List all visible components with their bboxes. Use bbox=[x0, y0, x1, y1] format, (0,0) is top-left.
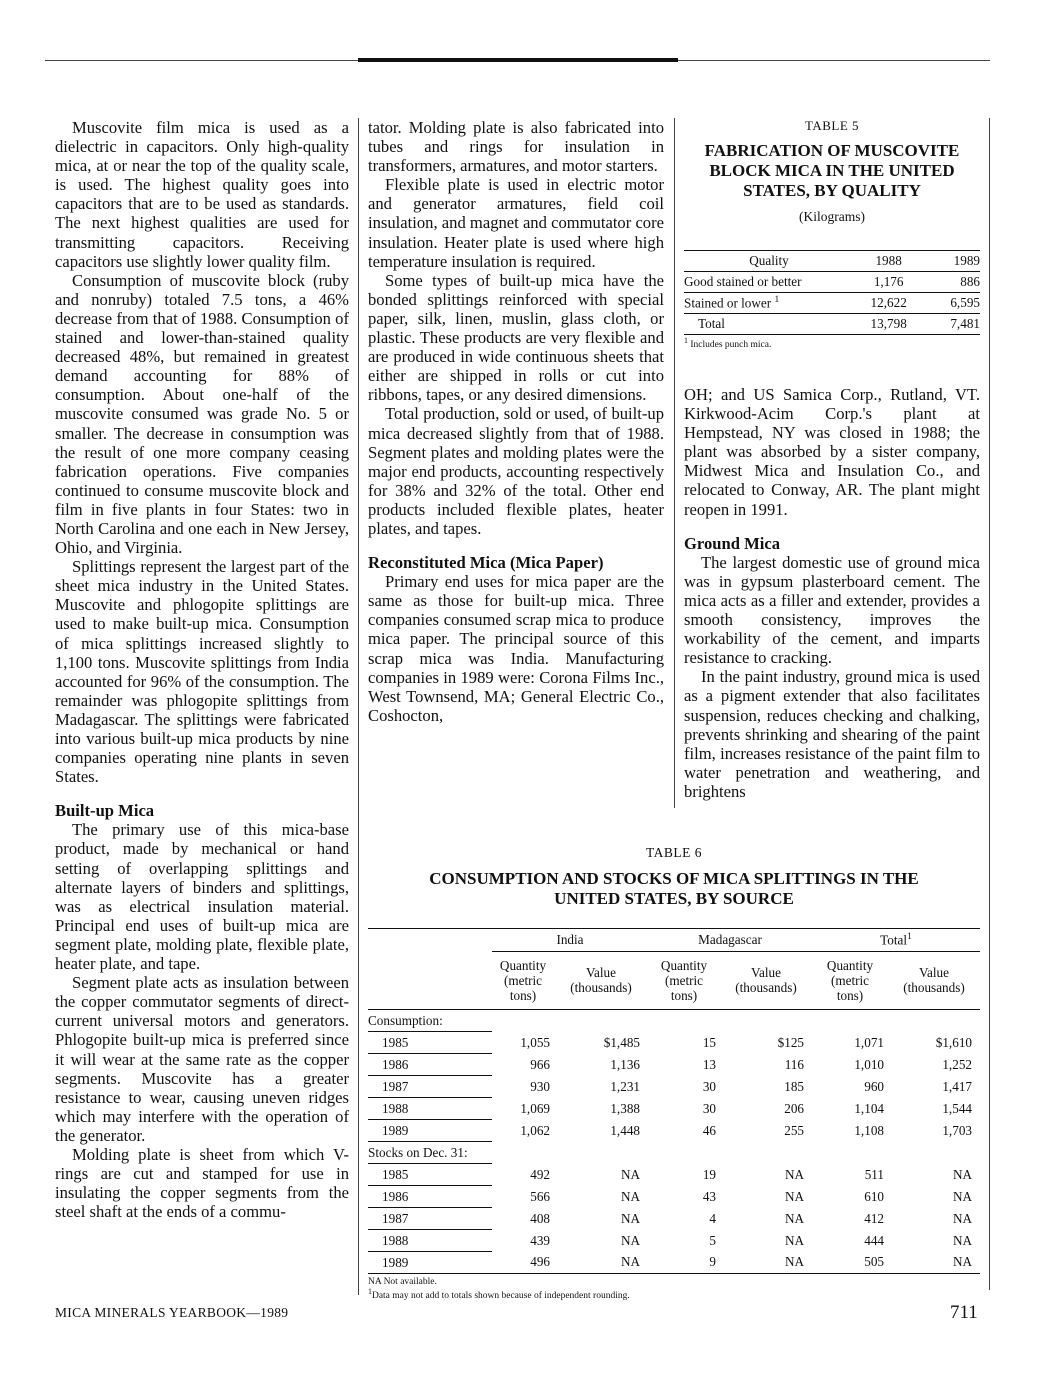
cell-tq: 610 bbox=[864, 1188, 884, 1204]
cell-tv: 1,252 bbox=[942, 1056, 972, 1072]
paragraph: tator. Molding plate is also fabricated into tubes and rings for insulation in transformers, armatures, and motor starters. bbox=[368, 118, 664, 176]
table-row bbox=[368, 1054, 980, 1076]
table-row bbox=[368, 1164, 980, 1186]
cell-mv: NA bbox=[784, 1232, 804, 1248]
footnote-mark: 1 bbox=[907, 931, 912, 942]
cell-quality: Good stained or better bbox=[684, 274, 802, 289]
cell-mq: 30 bbox=[702, 1078, 716, 1094]
table-footnote-row bbox=[684, 335, 980, 352]
cell-quality: Total bbox=[698, 316, 725, 331]
column-header-value bbox=[554, 951, 648, 1010]
cell-year: 1989 bbox=[368, 1252, 492, 1274]
column-header: 1989 bbox=[953, 253, 980, 268]
cell-tq: 505 bbox=[864, 1254, 884, 1270]
table-row bbox=[368, 1076, 980, 1098]
group-header-india: India bbox=[492, 929, 648, 952]
cell-mv: NA bbox=[784, 1254, 804, 1270]
cell-iq: 1,062 bbox=[520, 1122, 550, 1138]
table-5-header bbox=[684, 118, 980, 225]
cell-mq: 19 bbox=[702, 1166, 716, 1182]
cell-year: 1988 bbox=[368, 1230, 492, 1252]
cell-tq: 1,071 bbox=[854, 1034, 884, 1050]
cell-iq: 408 bbox=[530, 1210, 550, 1226]
table-5 bbox=[684, 250, 980, 351]
column-divider-left bbox=[358, 118, 359, 1295]
cell-iq: 966 bbox=[530, 1056, 550, 1072]
cell-iv: $1,485 bbox=[603, 1034, 640, 1050]
column-divider-right bbox=[674, 118, 675, 808]
header-line: tons) bbox=[509, 987, 537, 1003]
table-row bbox=[368, 1098, 980, 1120]
cell-iv: NA bbox=[620, 1232, 640, 1248]
cell-iq: 566 bbox=[530, 1188, 550, 1204]
table-5-label: TABLE 5 bbox=[804, 118, 860, 133]
column-header-quantity bbox=[492, 951, 554, 1010]
cell-mq: 46 bbox=[702, 1122, 716, 1138]
cell-tv: NA bbox=[952, 1232, 972, 1248]
paragraph: Muscovite film mica is used as a dielectric in capacitors. Only high-quality mica, at or near the top of the quality scale, is used. The highest quality goes into capacitors that are to be used as standards. The next highest qualities are used for transmitting capacitors. Receiving capacitors use slightly lower quality film. bbox=[55, 118, 349, 271]
header-line: (thousands) bbox=[570, 980, 632, 996]
table-6-label: TABLE 6 bbox=[645, 845, 703, 860]
table-6-body bbox=[368, 1010, 980, 1274]
table-row bbox=[684, 272, 980, 293]
section-label: Stocks on Dec. 31: bbox=[368, 1142, 492, 1164]
column-header: Quality bbox=[749, 253, 789, 268]
cell-year: 1986 bbox=[368, 1054, 492, 1076]
table-6-footnote bbox=[368, 1287, 980, 1301]
cell-iv: 1,388 bbox=[610, 1100, 640, 1116]
cell-iq: 1,069 bbox=[520, 1100, 550, 1116]
cell-tq: 1,108 bbox=[854, 1122, 884, 1138]
paragraph: In the paint industry, ground mica is used as a pigment extender that also facilitates suspension, reduces checking and chalking, prevents shrinking and shearing of the paint film, increases resistance of the paint film to water penetration and weathering, and brightens bbox=[684, 667, 980, 801]
section-heading-ground-mica: Ground Mica bbox=[684, 533, 781, 553]
header-line: Quantity bbox=[660, 957, 708, 973]
table-row bbox=[368, 1230, 980, 1252]
total-text: Total bbox=[880, 931, 908, 947]
cell-year: 1985 bbox=[368, 1032, 492, 1054]
header-line: Quantity bbox=[499, 957, 547, 973]
table-footnote-row bbox=[368, 1287, 980, 1301]
table-row bbox=[684, 293, 980, 314]
cell-tv: $1,610 bbox=[935, 1034, 972, 1050]
cell-year: 1985 bbox=[368, 1164, 492, 1186]
column-header-quantity bbox=[648, 951, 720, 1010]
cell-iv: NA bbox=[620, 1188, 640, 1204]
footnote-mark: 1 bbox=[368, 1287, 372, 1296]
table-footnote-row bbox=[368, 1274, 980, 1288]
cell-mv: 116 bbox=[784, 1056, 804, 1072]
cell-mv: 206 bbox=[784, 1100, 804, 1116]
cell-mq: 43 bbox=[702, 1188, 716, 1204]
cell-tv: 1,544 bbox=[942, 1100, 972, 1116]
header-line: Value bbox=[585, 965, 617, 981]
paragraph: The primary use of this mica-base product, made by mechanical or hand setting of overlapping splittings and alternate layers of binders and splittings, was as electrical insulation material. Principal end uses of built-up mica are segment plate, molding plate, flexible plate, heater plate, and tape. bbox=[55, 820, 349, 974]
header-line: (thousands) bbox=[903, 980, 965, 996]
header-line: (metric bbox=[664, 972, 704, 988]
table-5-unit: (Kilograms) bbox=[799, 209, 865, 224]
section-label: Consumption: bbox=[368, 1010, 492, 1032]
cell-iv: 1,136 bbox=[610, 1056, 640, 1072]
table-row bbox=[368, 1032, 980, 1054]
text-column-3 bbox=[684, 385, 980, 801]
footnote-text: Includes punch mica. bbox=[690, 340, 772, 351]
table-column-header-row bbox=[368, 951, 980, 1010]
quality-text: Stained or lower bbox=[684, 295, 772, 311]
cell-year: 1987 bbox=[368, 1076, 492, 1098]
cell-tq: 1,010 bbox=[854, 1056, 884, 1072]
cell-iv: NA bbox=[620, 1210, 640, 1226]
cell-tq: 960 bbox=[864, 1078, 884, 1094]
cell-iq: 439 bbox=[530, 1232, 550, 1248]
header-line: tons) bbox=[836, 987, 864, 1003]
section-heading-built-up-mica: Built-up Mica bbox=[55, 801, 155, 821]
table-6-title: CONSUMPTION AND STOCKS OF MICA SPLITTINGS IN THE UNITED STATES, BY SOURCE bbox=[429, 869, 919, 908]
table-5-title: FABRICATION OF MUSCOVITE BLOCK MICA IN THE UNITED STATES, BY QUALITY bbox=[704, 141, 960, 200]
paragraph: Primary end uses for mica paper are the same as those for built-up mica. Three companies consumed scrap mica to produce mica paper. The principal source of this scrap mica was India. Manufacturing companies in 1989 were: Corona Films Inc., West Townsend, MA; General Electric Co., Coshocton, bbox=[368, 572, 664, 725]
cell-iq: 492 bbox=[530, 1166, 550, 1182]
cell-mq: 5 bbox=[709, 1232, 716, 1248]
cell-tq: 1,104 bbox=[854, 1100, 884, 1116]
footnote-mark: 1 bbox=[684, 335, 688, 345]
page-edge-rule bbox=[989, 118, 990, 1290]
cell-mq: 4 bbox=[709, 1210, 716, 1226]
text-column-1 bbox=[55, 118, 349, 1221]
cell-1988: 1,176 bbox=[873, 274, 904, 289]
table-row bbox=[368, 1252, 980, 1274]
page-number: 711 bbox=[950, 1302, 978, 1323]
header-line: (metric bbox=[503, 972, 543, 988]
text-column-2 bbox=[368, 118, 664, 725]
cell-year: 1986 bbox=[368, 1186, 492, 1208]
cell-iv: 1,448 bbox=[610, 1122, 640, 1138]
header-line: (thousands) bbox=[735, 980, 797, 996]
section-label-row bbox=[368, 1142, 980, 1164]
table-header-row bbox=[684, 251, 980, 272]
cell-iq: 1,055 bbox=[520, 1034, 550, 1050]
header-line: (metric bbox=[830, 972, 870, 988]
cell-1989: 6,595 bbox=[950, 295, 980, 310]
table-row bbox=[368, 1120, 980, 1142]
header-line: tons) bbox=[670, 987, 698, 1003]
column-header-quantity bbox=[812, 951, 888, 1010]
cell-iv: NA bbox=[620, 1254, 640, 1270]
paragraph: Total production, sold or used, of built-up mica decreased slightly from that of 1988. Segment plates and molding plates were the major end products, accounting respectively for 38% and 32% of the total. Other end products included flexible plates, heater plates, and tapes. bbox=[368, 404, 664, 538]
cell-mq: 13 bbox=[702, 1056, 716, 1072]
header-line: Value bbox=[750, 965, 782, 981]
cell-mq: 15 bbox=[702, 1034, 716, 1050]
running-footer: MICA MINERALS YEARBOOK—1989 bbox=[55, 1305, 289, 1320]
cell-mv: $125 bbox=[777, 1034, 804, 1050]
cell-mv: NA bbox=[784, 1188, 804, 1204]
group-header-madagascar: Madagascar bbox=[648, 929, 812, 952]
table-5-footnote bbox=[684, 335, 980, 352]
cell-tq: 444 bbox=[864, 1232, 884, 1248]
cell-iv: NA bbox=[620, 1166, 640, 1182]
table-row bbox=[368, 1208, 980, 1230]
footnote-text: Data may not add to totals shown because of independent rounding. bbox=[371, 1291, 630, 1302]
cell-mq: 30 bbox=[702, 1100, 716, 1116]
paragraph: Flexible plate is used in electric motor and generator armatures, field coil insulation, and magnet and commutator core insulation. Heater plate is used where high temperature insulation is required. bbox=[368, 175, 664, 271]
cell-year: 1988 bbox=[368, 1098, 492, 1120]
cell-iv: 1,231 bbox=[610, 1078, 640, 1094]
cell-1989: 886 bbox=[960, 274, 980, 289]
paragraph: Segment plate acts as insulation between the copper commutator segments of direct-current universal motors and generators. Phlogopite built-up mica is preferred since it will wear at the same rate as the copper segments. Muscovite has a greater resistance to wear, causing uneven ridges which may interfere with the operation of the generator. bbox=[55, 973, 349, 1145]
cell-year: 1987 bbox=[368, 1208, 492, 1230]
cell-mv: NA bbox=[784, 1210, 804, 1226]
table-group-header-row bbox=[368, 929, 980, 952]
section-heading-reconstituted-mica: Reconstituted Mica (Mica Paper) bbox=[368, 553, 604, 573]
cell-mq: 9 bbox=[709, 1254, 716, 1270]
cell-iq: 496 bbox=[530, 1254, 550, 1270]
section-label-row bbox=[368, 1010, 980, 1032]
table-6-na-note: NA Not available. bbox=[368, 1277, 437, 1287]
paragraph: OH; and US Samica Corp., Rutland, VT. Kirkwood-Acim Corp.'s plant at Hempstead, NY was closed in 1988; the plant was absorbed by a sister company, Midwest Mica and Insulation Co., and relocated to Conway, AR. The plant might reopen in 1991. bbox=[684, 385, 980, 519]
cell-iq: 930 bbox=[530, 1078, 550, 1094]
paragraph: Splittings represent the largest part of the sheet mica industry in the United States. Muscovite and phlogopite splittings are used to make built-up mica. Consumption of mica splittings increased slightly to 1,100 tons. Muscovite splittings from India accounted for 96% of the consumption. The remainder was phlogopite splittings from Madagascar. The splittings were fabricated into various built-up mica products by nine companies operating nine plants in seven States. bbox=[55, 557, 349, 787]
paragraph: Some types of built-up mica have the bonded splittings reinforced with special paper, silk, linen, muslin, glass cloth, or plastic. These products are very flexible and are produced in wide continuous sheets that either are shipped in rolls or cut into ribbons, tapes, or any desired dimensions. bbox=[368, 270, 664, 405]
cell-mv: NA bbox=[784, 1166, 804, 1182]
top-rule-accent bbox=[358, 58, 678, 62]
column-header-value bbox=[720, 951, 812, 1010]
footnote-mark: 1 bbox=[774, 294, 780, 305]
cell-tq: 511 bbox=[864, 1166, 884, 1182]
paragraph: The largest domestic use of ground mica was in gypsum plasterboard cement. The mica acts as a filler and extender, provides a smooth consistency, improves the workability of the cement, and imparts resistance to cracking. bbox=[684, 552, 980, 668]
column-header: 1988 bbox=[875, 253, 902, 268]
table-row bbox=[368, 1186, 980, 1208]
cell-tv: NA bbox=[952, 1254, 972, 1270]
cell-tv: 1,703 bbox=[942, 1122, 972, 1138]
cell-mv: 185 bbox=[784, 1078, 804, 1094]
cell-1989: 7,481 bbox=[950, 316, 980, 331]
cell-tv: NA bbox=[952, 1188, 972, 1204]
cell-mv: 255 bbox=[784, 1122, 804, 1138]
cell-quality bbox=[684, 293, 854, 314]
cell-1988: 13,798 bbox=[870, 316, 907, 331]
cell-tq: 412 bbox=[864, 1210, 884, 1226]
paragraph: Consumption of muscovite block (ruby and nonruby) totaled 7.5 tons, a 46% decrease from that of 1988. Consumption of stained and lower-than-stained quality decreased 48%, but remained in greatest demand accounting for 88% of consumption. About one-half of the muscovite consumed was grade No. 5 or smaller. The decrease in consumption was the result of one more company ceasing fabrication operations. Five companies continued to consume muscovite block and film in five plants in four States: two in North Carolina and one each in New Jersey, Ohio, and Virginia. bbox=[55, 270, 349, 558]
group-header-total bbox=[812, 929, 980, 952]
table-6-header bbox=[368, 845, 980, 909]
cell-year: 1989 bbox=[368, 1120, 492, 1142]
table-row-total bbox=[684, 314, 980, 335]
cell-tv: NA bbox=[952, 1166, 972, 1182]
cell-tv: 1,417 bbox=[942, 1078, 972, 1094]
paragraph: Molding plate is sheet from which V-rings are cut and stamped for use in insulating the copper segments from the steel shaft at the ends of a commu- bbox=[55, 1144, 349, 1222]
table-6 bbox=[368, 928, 980, 1301]
column-header-value bbox=[888, 951, 980, 1010]
header-line: Value bbox=[918, 965, 950, 981]
cell-1988: 12,622 bbox=[870, 295, 907, 310]
cell-tv: NA bbox=[952, 1210, 972, 1226]
header-line: Quantity bbox=[826, 957, 874, 973]
